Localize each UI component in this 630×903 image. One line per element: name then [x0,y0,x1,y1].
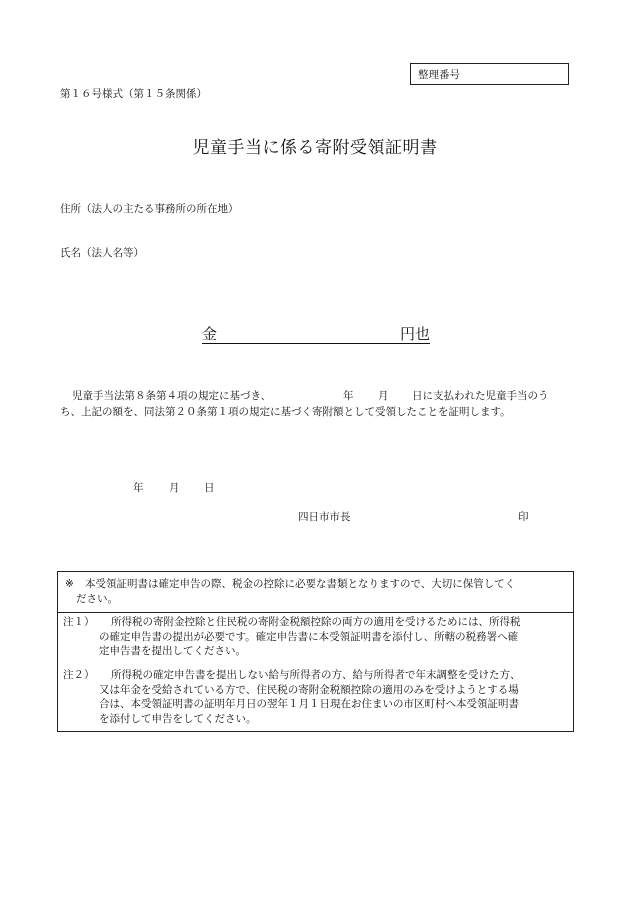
date-year: 年 [133,482,144,494]
amount-suffix: 円也 [399,325,430,343]
statement-month: 月 [378,390,389,402]
note-1-label: 注１） [63,616,95,628]
statement-line2: ち、上記の額を、同法第２０条第１項の規定に基づく寄附額として受領したことを証明します。 [60,406,511,418]
notice-line2: ださい。 [76,592,118,605]
form-number: 第１６号様式（第１５条関係） [60,88,207,100]
amount-line[interactable] [202,323,430,344]
address-label: 住所（法人の主たる事務所の所在地） [60,203,239,215]
note-2-label: 注２） [63,669,95,681]
amount-prefix: 金 [202,325,218,343]
date-month: 月 [169,482,180,494]
statement-paragraph [60,388,575,420]
note-2-line4: を添付して申告をしてください。 [99,712,257,725]
notice-box [57,571,574,613]
note-1-line2: の確定申告書の提出が必要です。確定申告書に本受領証明書を添付し、所轄の税務署へ確 [99,630,519,643]
issuer-title: 四日市市長 [298,511,351,523]
statement-year: 年 [343,390,354,402]
document-title: 児童手当に係る寄附受領証明書 [192,138,438,158]
notice-line1: 本受領証明書は確定申告の際、税金の控除に必要な書類となりますので、大切に保管してく [85,578,516,590]
note-2-line2: 又は年金を受給されている方で、住民税の寄附金税額控除の適用のみを受けようとする場 [99,683,519,696]
statement-line1-b: 日に支払われた児童手当のう [412,390,549,402]
name-label: 氏名（法人名等） [60,247,144,259]
note-2-line1: 所得税の確定申告書を提出しない給与所得者の方、給与所得者で年末調整を受けた方、 [111,669,521,681]
note-2-line3: 合は、本受領証明書の証明年月日の翌年１月１日現在お住まいの市区町村へ本受領証明書 [99,698,519,710]
reference-number-label: 整理番号 [418,69,460,81]
statement-line1-a: 児童手当法第８条第４項の規定に基づき、 [72,390,272,402]
note-1-line1: 所得税の寄附金控除と住民税の寄附金税額控除の両方の適用を受けるためには、所得税 [111,616,521,628]
note-1-line3: 定申告書を提出してください。 [99,645,246,657]
seal-mark: 印 [518,511,529,523]
notes-box [57,611,574,732]
notice-mark: ※ [65,578,74,590]
date-day: 日 [204,482,215,494]
reference-number-box[interactable] [410,63,569,85]
